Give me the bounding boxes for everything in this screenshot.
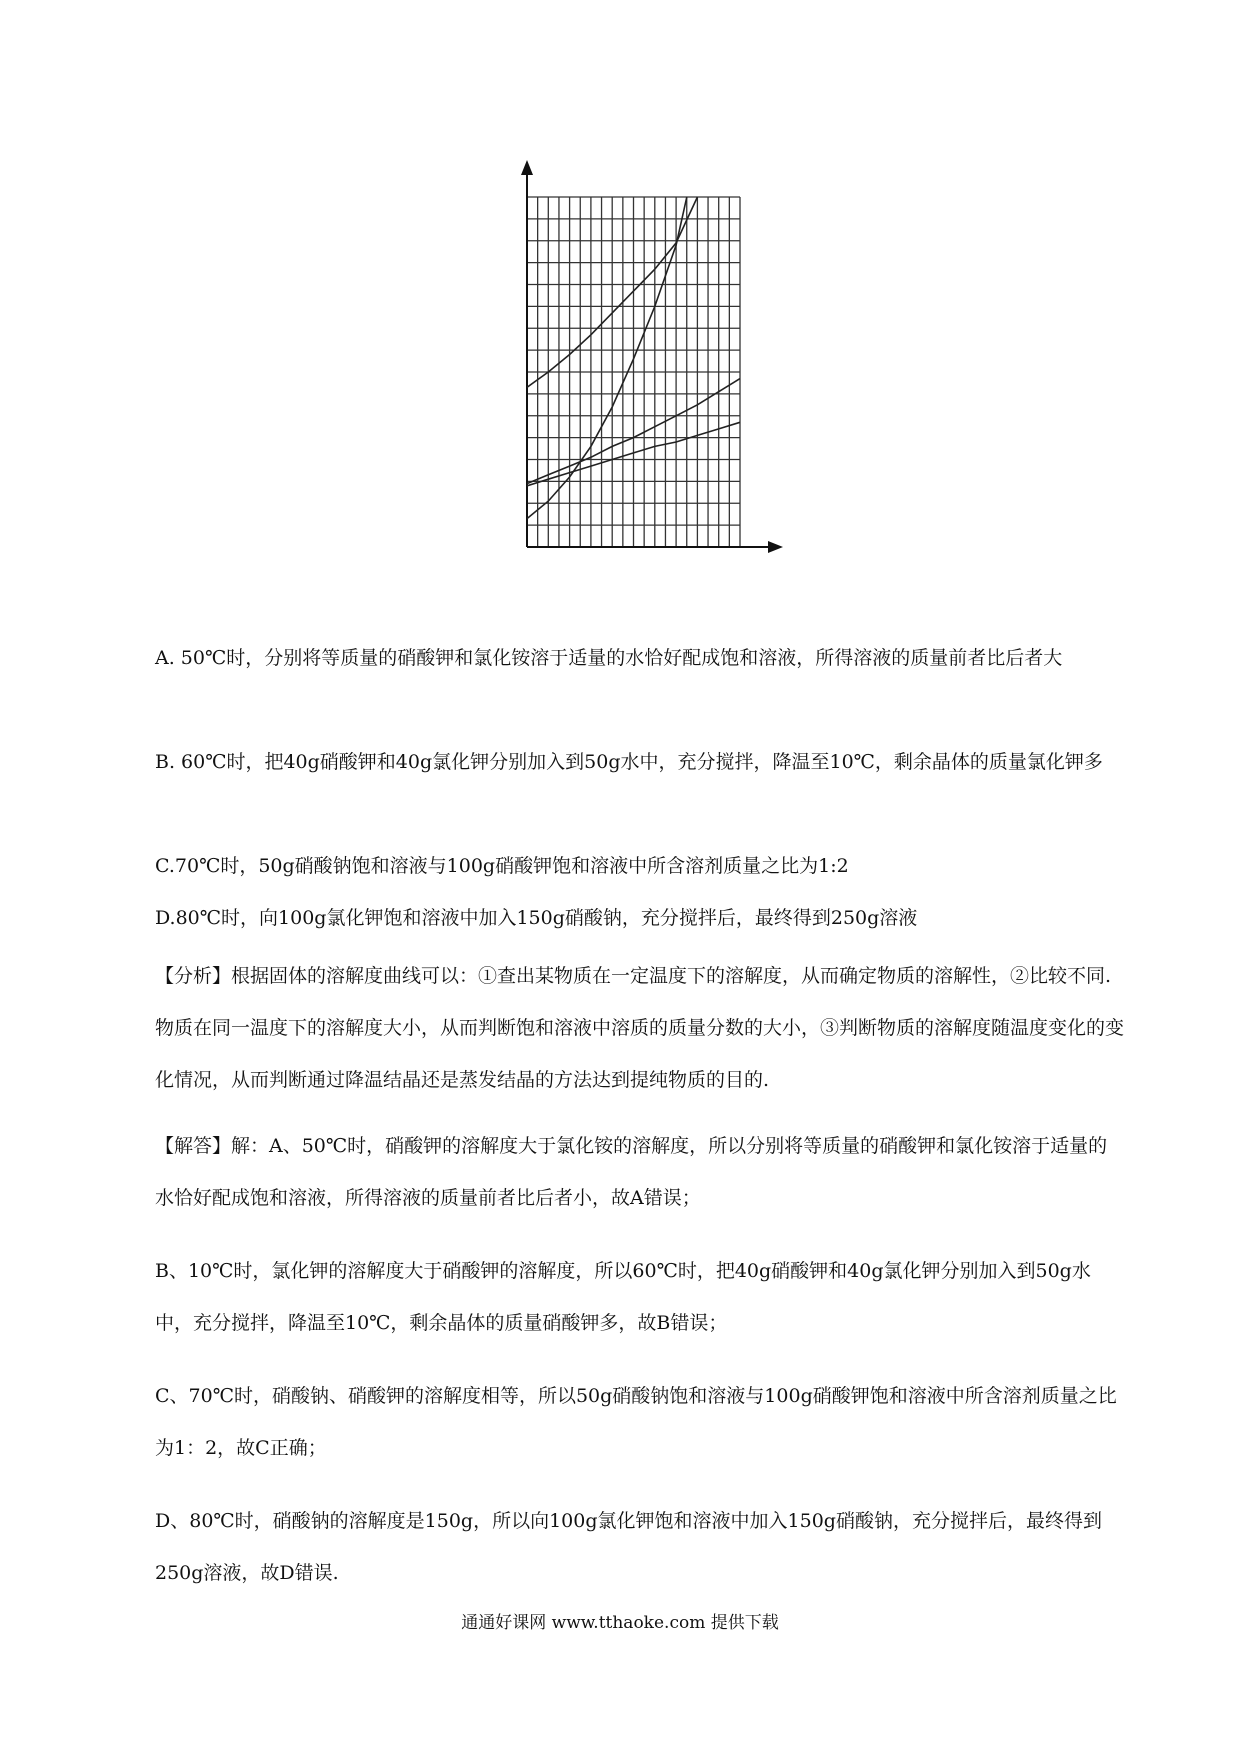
analysis-paragraph: 【分析】根据固体的溶解度曲线可以：①查出某物质在一定温度下的溶解度，从而确定物质的溶解性，②比较不同.物质在同一温度下的溶解度大小，从而判断饱和溶液中溶质的质量分数的大小，③判断物质的溶解度随温度变化的变化情况，从而判断通过降温结晶还是蒸发结晶的方法达到提纯物质的目的.	[155, 965, 1125, 1091]
option-c: C.70℃时，50g硝酸钠饱和溶液与100g硝酸钾饱和溶液中所含溶剂质量之比为1:2	[155, 855, 849, 877]
option-b: B. 60℃时，把40g硝酸钾和40g氯化钾分别加入到50g水中，充分搅拌，降温至10℃，剩余晶体的质量氯化钾多	[155, 751, 1103, 773]
footer-watermark: 通通好课网 www.tthaoke.com 提供下载	[461, 1613, 779, 1633]
answer-a: 【解答】解：A、50℃时，硝酸钾的溶解度大于氯化铵的溶解度，所以分别将等质量的硝酸钾和氯化铵溶于适量的水恰好配成饱和溶液，所得溶液的质量前者比后者小，故A错误；	[155, 1135, 1108, 1209]
answer-b: B、10℃时，氯化钾的溶解度大于硝酸钾的溶解度，所以60℃时，把40g硝酸钾和40g氯化钾分别加入到50g水中，充分搅拌，降温至10℃，剩余晶体的质量硝酸钾多，故B错误；	[155, 1260, 1091, 1334]
solubility-chart	[455, 160, 845, 620]
chart-grid	[527, 197, 740, 547]
answer-c: C、70℃时，硝酸钠、硝酸钾的溶解度相等，所以50g硝酸钠饱和溶液与100g硝酸钾饱和溶液中所含溶剂质量之比为1：2，故C正确；	[155, 1385, 1117, 1459]
series-line	[527, 197, 687, 519]
answer-d: D、80℃时，硝酸钠的溶解度是150g，所以向100g氯化钾饱和溶液中加入150g硝酸钠，充分搅拌后，最终得到250g溶液，故D错误.	[155, 1510, 1102, 1584]
y-axis-arrow	[521, 160, 533, 175]
x-axis-arrow	[768, 541, 783, 553]
option-a: A. 50℃时，分别将等质量的硝酸钾和氯化铵溶于适量的水恰好配成饱和溶液，所得溶液的质量前者比后者大	[155, 647, 1063, 669]
option-d: D.80℃时，向100g氯化钾饱和溶液中加入150g硝酸钠，充分搅拌后，最终得到250g溶液	[155, 907, 918, 929]
